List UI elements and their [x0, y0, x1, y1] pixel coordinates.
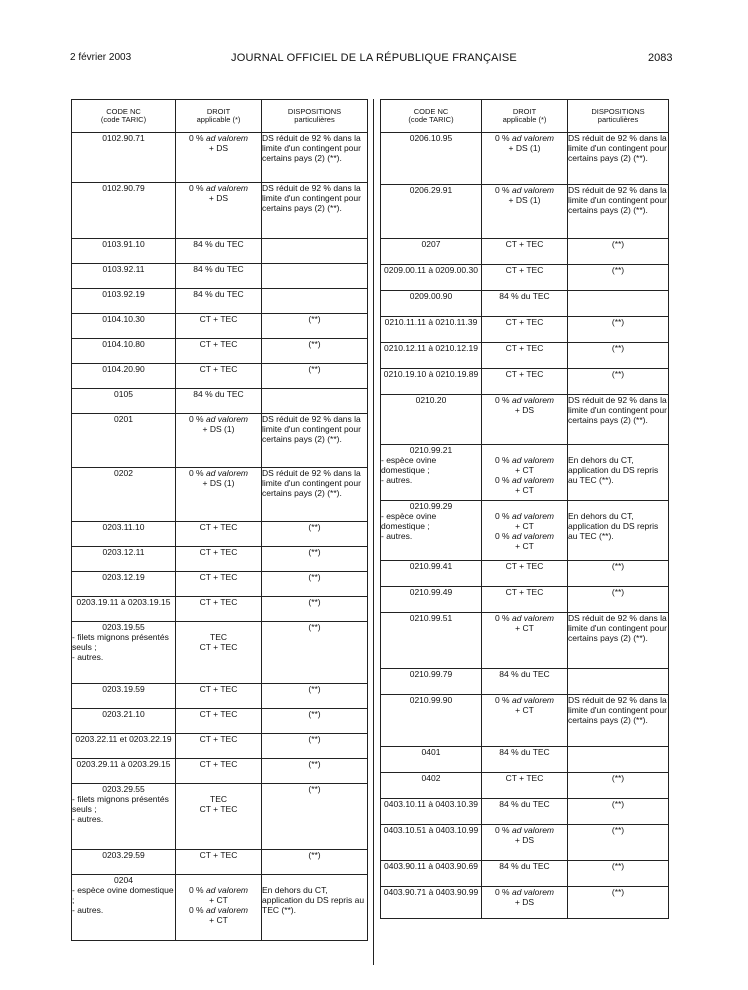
table-row [381, 861, 669, 887]
table-row [72, 784, 368, 850]
cell-droit: 0 % ad valorem + DS (1) [482, 133, 568, 185]
cell-droit: 0 % ad valorem + DS [176, 133, 262, 183]
cell-code: 0210.19.10 à 0210.19.89 [381, 369, 482, 395]
cell-code: 0210.99.41 [381, 561, 482, 587]
cell-dispositions [568, 291, 669, 317]
cell-code: 0202 [72, 468, 176, 522]
table-row [381, 587, 669, 613]
cell-droit: 0 % ad valorem + DS [482, 887, 568, 919]
table-row [381, 561, 669, 587]
table-row [72, 133, 368, 183]
cell-dispositions [262, 264, 368, 289]
cell-dispositions: DS réduit de 92 % dans la limite d'un contingent pour certains pays (2) (**). [262, 133, 368, 183]
cell-code: 0104.20.90 [72, 364, 176, 389]
cell-dispositions: (**) [568, 587, 669, 613]
cell-code: 0103.92.11 [72, 264, 176, 289]
cell-code: 0209.00.11 à 0209.00.30 [381, 265, 482, 291]
cell-code: 0206.10.95 [381, 133, 482, 185]
cell-code: 0210.99.49 [381, 587, 482, 613]
table-row [72, 522, 368, 547]
cell-droit: CT + TEC [176, 597, 262, 622]
cell-code: 0104.10.80 [72, 339, 176, 364]
cell-dispositions: (**) [262, 314, 368, 339]
cell-code: 0210.99.29 - espèce ovine domestique ; - autres. [381, 501, 482, 561]
cell-droit: CT + TEC [482, 317, 568, 343]
table-row [381, 825, 669, 861]
cell-droit: 84 % du TEC [176, 289, 262, 314]
cell-code: 0403.10.11 à 0403.10.39 [381, 799, 482, 825]
cell-dispositions: (**) [262, 784, 368, 850]
table-row [381, 799, 669, 825]
table-row [381, 343, 669, 369]
cell-code: 0403.90.11 à 0403.90.69 [381, 861, 482, 887]
cell-droit: CT + TEC [176, 547, 262, 572]
cell-dispositions: En dehors du CT, application du DS repris au TEC (**). [262, 875, 368, 941]
cell-dispositions: (**) [568, 369, 669, 395]
cell-dispositions: (**) [262, 364, 368, 389]
cell-dispositions: DS réduit de 92 % dans la limite d'un contingent pour certains pays (2) (**). [262, 468, 368, 522]
cell-code: 0203.29.11 à 0203.29.15 [72, 759, 176, 784]
table-row [381, 773, 669, 799]
cell-code: 0203.21.10 [72, 709, 176, 734]
cell-code: 0203.19.11 à 0203.19.15 [72, 597, 176, 622]
table-row [72, 239, 368, 264]
cell-droit: CT + TEC [482, 239, 568, 265]
table-row [381, 291, 669, 317]
table-row [72, 875, 368, 941]
cell-droit: 0 % ad valorem + CT [482, 695, 568, 747]
cell-code: 0104.10.30 [72, 314, 176, 339]
cell-droit: 84 % du TEC [176, 264, 262, 289]
cell-droit: TEC CT + TEC [176, 622, 262, 684]
cell-droit: CT + TEC [482, 265, 568, 291]
cell-code: 0210.99.79 [381, 669, 482, 695]
cell-dispositions [262, 389, 368, 414]
cell-code: 0203.12.11 [72, 547, 176, 572]
table-row [72, 547, 368, 572]
table-row [381, 695, 669, 747]
cell-droit: 84 % du TEC [176, 389, 262, 414]
cell-code: 0102.90.71 [72, 133, 176, 183]
cell-dispositions: (**) [568, 561, 669, 587]
cell-droit: 0 % ad valorem + CT 0 % ad valorem + CT [482, 445, 568, 501]
cell-droit: 0 % ad valorem + DS (1) [482, 185, 568, 239]
table-row [381, 369, 669, 395]
table-row [72, 734, 368, 759]
cell-droit: CT + TEC [176, 314, 262, 339]
cell-code: 0203.29.59 [72, 850, 176, 875]
cell-dispositions: (**) [262, 759, 368, 784]
cell-dispositions: DS réduit de 92 % dans la limite d'un contingent pour certains pays (2) (**). [568, 613, 669, 669]
col-header-droit: DROIT applicable (*) [176, 100, 262, 133]
cell-droit: 84 % du TEC [482, 747, 568, 773]
cell-code: 0201 [72, 414, 176, 468]
cell-droit: 84 % du TEC [482, 861, 568, 887]
col-header-droit: DROIT applicable (*) [482, 100, 568, 133]
cell-code: 0210.12.11 à 0210.12.19 [381, 343, 482, 369]
tariff-table-left [71, 99, 368, 941]
cell-code: 0103.91.10 [72, 239, 176, 264]
table-row [381, 613, 669, 669]
cell-dispositions: DS réduit de 92 % dans la limite d'un contingent pour certains pays (2) (**). [568, 395, 669, 445]
cell-code: 0203.12.19 [72, 572, 176, 597]
table-row [72, 468, 368, 522]
cell-dispositions: (**) [262, 684, 368, 709]
cell-code: 0210.99.21 - espèce ovine domestique ; - autres. [381, 445, 482, 501]
cell-dispositions: (**) [568, 265, 669, 291]
cell-code: 0209.00.90 [381, 291, 482, 317]
cell-dispositions: (**) [568, 773, 669, 799]
cell-dispositions: (**) [262, 709, 368, 734]
cell-droit: CT + TEC [482, 587, 568, 613]
table-row [381, 265, 669, 291]
cell-code: 0403.10.51 à 0403.10.99 [381, 825, 482, 861]
cell-droit: CT + TEC [482, 343, 568, 369]
table-row [72, 314, 368, 339]
cell-droit: TEC CT + TEC [176, 784, 262, 850]
table-row [72, 597, 368, 622]
table-row [72, 183, 368, 239]
table-row [72, 364, 368, 389]
col-header-dispositions: DISPOSITIONS particulières [262, 100, 368, 133]
table-row [72, 264, 368, 289]
col-header-dispositions: DISPOSITIONS particulières [568, 100, 669, 133]
cell-droit: 0 % ad valorem + CT 0 % ad valorem + CT [482, 501, 568, 561]
table-row [72, 339, 368, 364]
cell-droit: CT + TEC [482, 369, 568, 395]
cell-code: 0204 - espèce ovine domestique ; - autres. [72, 875, 176, 941]
table-row [72, 622, 368, 684]
table-row [72, 289, 368, 314]
cell-code: 0103.92.19 [72, 289, 176, 314]
cell-dispositions: (**) [568, 799, 669, 825]
cell-code: 0203.11.10 [72, 522, 176, 547]
cell-code: 0403.90.71 à 0403.90.99 [381, 887, 482, 919]
cell-dispositions: (**) [262, 522, 368, 547]
cell-droit: CT + TEC [176, 709, 262, 734]
cell-code: 0102.90.79 [72, 183, 176, 239]
cell-droit: 0 % ad valorem + DS (1) [176, 414, 262, 468]
cell-code: 0207 [381, 239, 482, 265]
cell-code: 0210.11.11 à 0210.11.39 [381, 317, 482, 343]
cell-dispositions: (**) [568, 317, 669, 343]
table-row [381, 133, 669, 185]
journal-title: JOURNAL OFFICIEL DE LA RÉPUBLIQUE FRANÇAISE [231, 52, 517, 64]
cell-dispositions [262, 239, 368, 264]
cell-droit: CT + TEC [176, 572, 262, 597]
cell-droit: 0 % ad valorem + CT [482, 613, 568, 669]
cell-droit: CT + TEC [482, 773, 568, 799]
cell-dispositions: (**) [568, 239, 669, 265]
cell-droit: 0 % ad valorem + DS [176, 183, 262, 239]
cell-droit: 0 % ad valorem + DS [482, 395, 568, 445]
cell-code: 0105 [72, 389, 176, 414]
cell-dispositions: DS réduit de 92 % dans la limite d'un contingent pour certains pays (2) (**). [568, 133, 669, 185]
cell-dispositions: (**) [262, 622, 368, 684]
cell-droit: CT + TEC [176, 364, 262, 389]
table-row [72, 709, 368, 734]
cell-code: 0203.19.55 - filets mignons présentés seuls ; - autres. [72, 622, 176, 684]
table-row [381, 445, 669, 501]
cell-droit: CT + TEC [176, 759, 262, 784]
cell-dispositions: DS réduit de 92 % dans la limite d'un contingent pour certains pays (2) (**). [262, 414, 368, 468]
cell-droit: CT + TEC [176, 734, 262, 759]
cell-dispositions: (**) [262, 734, 368, 759]
cell-dispositions: (**) [262, 572, 368, 597]
table-row [381, 317, 669, 343]
cell-dispositions: (**) [568, 343, 669, 369]
cell-droit: CT + TEC [176, 339, 262, 364]
table-row [72, 850, 368, 875]
cell-droit: CT + TEC [176, 684, 262, 709]
table-header-row [72, 100, 368, 133]
cell-code: 0401 [381, 747, 482, 773]
cell-droit: 84 % du TEC [176, 239, 262, 264]
table-row [72, 389, 368, 414]
cell-droit: 84 % du TEC [482, 291, 568, 317]
cell-dispositions [568, 669, 669, 695]
cell-dispositions [262, 289, 368, 314]
col-header-code: CODE NC (code TARIC) [381, 100, 482, 133]
cell-droit: 84 % du TEC [482, 799, 568, 825]
column-separator [373, 99, 374, 965]
header-date: 2 février 2003 [70, 52, 132, 63]
cell-code: 0402 [381, 773, 482, 799]
table-row [381, 887, 669, 919]
cell-droit: 0 % ad valorem + DS (1) [176, 468, 262, 522]
table-row [381, 185, 669, 239]
cell-dispositions: DS réduit de 92 % dans la limite d'un contingent pour certains pays (2) (**). [568, 185, 669, 239]
cell-dispositions: (**) [262, 339, 368, 364]
table-row [72, 759, 368, 784]
cell-dispositions: (**) [568, 887, 669, 919]
col-header-code: CODE NC (code TARIC) [72, 100, 176, 133]
cell-code: 0203.19.59 [72, 684, 176, 709]
cell-dispositions: (**) [568, 861, 669, 887]
cell-code: 0210.99.90 [381, 695, 482, 747]
table-row [381, 501, 669, 561]
table-row [381, 747, 669, 773]
tariff-table-right [380, 99, 669, 919]
cell-dispositions: (**) [568, 825, 669, 861]
cell-dispositions: DS réduit de 92 % dans la limite d'un contingent pour certains pays (2) (**). [568, 695, 669, 747]
cell-dispositions: (**) [262, 547, 368, 572]
cell-droit: 84 % du TEC [482, 669, 568, 695]
cell-code: 0210.99.51 [381, 613, 482, 669]
cell-droit: 0 % ad valorem + CT 0 % ad valorem + CT [176, 875, 262, 941]
table-row [72, 572, 368, 597]
cell-code: 0203.29.55 - filets mignons présentés seuls ; - autres. [72, 784, 176, 850]
cell-droit: CT + TEC [176, 850, 262, 875]
cell-dispositions: (**) [262, 850, 368, 875]
table-row [72, 414, 368, 468]
cell-dispositions: En dehors du CT, application du DS repris au TEC (**). [568, 501, 669, 561]
table-row [381, 669, 669, 695]
cell-dispositions: En dehors du CT, application du DS repris au TEC (**). [568, 445, 669, 501]
table-header-row [381, 100, 669, 133]
table-row [381, 239, 669, 265]
cell-dispositions [568, 747, 669, 773]
cell-dispositions: DS réduit de 92 % dans la limite d'un contingent pour certains pays (2) (**). [262, 183, 368, 239]
cell-code: 0203.22.11 et 0203.22.19 [72, 734, 176, 759]
cell-code: 0210.20 [381, 395, 482, 445]
table-row [381, 395, 669, 445]
cell-droit: CT + TEC [176, 522, 262, 547]
cell-droit: 0 % ad valorem + DS [482, 825, 568, 861]
cell-code: 0206.29.91 [381, 185, 482, 239]
cell-droit: CT + TEC [482, 561, 568, 587]
page-number: 2083 [648, 52, 673, 64]
table-row [72, 684, 368, 709]
cell-dispositions: (**) [262, 597, 368, 622]
